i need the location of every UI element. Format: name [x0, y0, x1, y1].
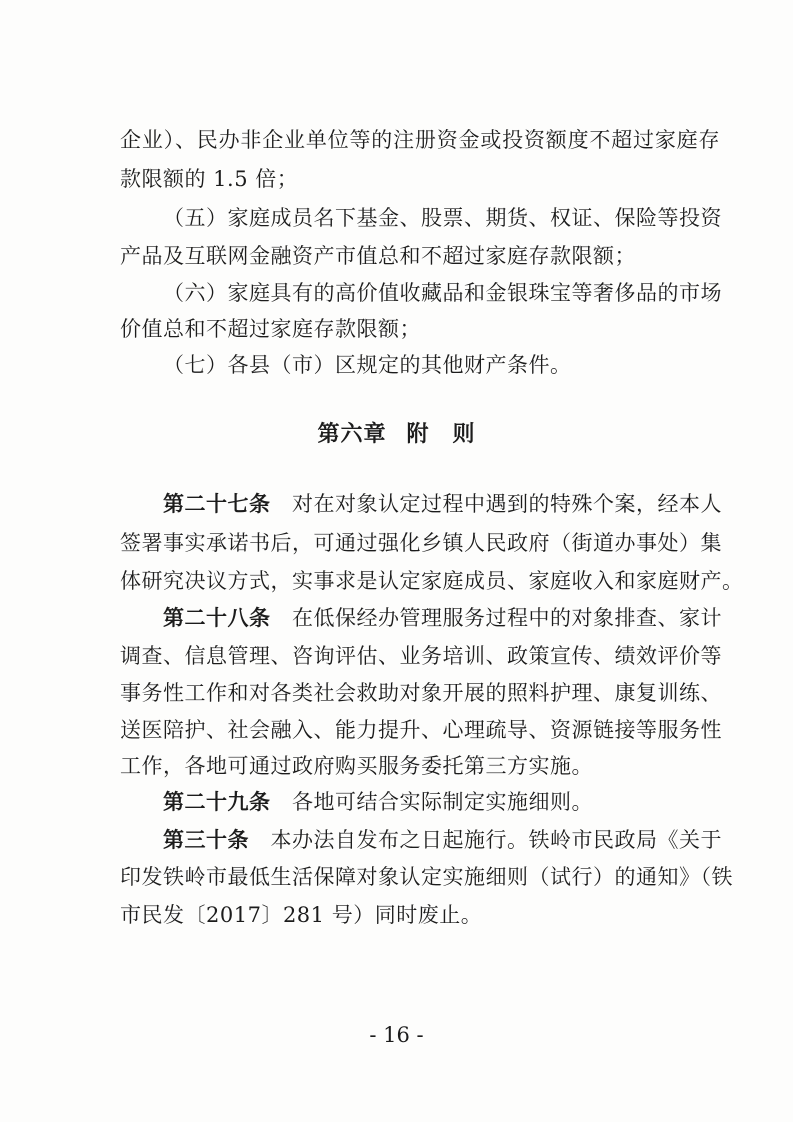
- item-5-line: 产品及互联网金融资产市值总和不超过家庭存款限额；: [120, 244, 636, 268]
- article-30-line: 市民发〔2017〕281 号）同时废止。: [120, 903, 483, 927]
- item-5-line: （五）家庭成员名下基金、股票、期货、权证、保险等投资: [163, 206, 722, 230]
- article-30-line: 印发铁岭市最低生活保障对象认定实施细则（试行）的通知》（铁: [120, 865, 733, 889]
- article-text: 本办法自发布之日起施行。铁岭市民政局《关于: [270, 828, 722, 852]
- article-28-line: 送医陪护、社会融入、能力提升、心理疏导、资源链接等服务性: [120, 718, 722, 742]
- article-27-line: 签署事实承诺书后，可通过强化乡镇人民政府（街道办事处）集: [120, 531, 722, 555]
- article-label: 第二十七条: [163, 491, 271, 516]
- article-27-line: 体研究决议方式，实事求是认定家庭成员、家庭收入和家庭财产。: [120, 569, 744, 593]
- paragraph-line: 款限额的 1.5 倍；: [120, 167, 299, 191]
- article-label: 第三十条: [163, 827, 249, 852]
- article-28-line: [163, 605, 720, 631]
- article-30-line: [163, 827, 720, 853]
- article-27-line: [163, 491, 720, 517]
- article-text: 在低保经办管理服务过程中的对象排查、家计: [292, 606, 722, 630]
- article-29-line: [163, 789, 720, 815]
- paragraph-line: 企业）、民办非企业单位等的注册资金或投资额度不超过家庭存: [120, 128, 720, 152]
- article-label: 第二十九条: [163, 789, 271, 814]
- item-6-line: 价值总和不超过家庭存款限额；: [120, 317, 421, 341]
- chapter-name: 附 则: [406, 421, 476, 447]
- page-number: - 16 -: [369, 1023, 424, 1047]
- article-28-line: 事务性工作和对各类社会救助对象开展的照料护理、康复训练、: [120, 681, 722, 705]
- article-28-line: 工作，各地可通过政府购买服务委托第三方实施。: [120, 754, 593, 778]
- article-label: 第二十八条: [163, 605, 271, 630]
- chapter-number: 第六章: [317, 421, 387, 447]
- item-7-line: （七）各县（市）区规定的其他财产条件。: [163, 353, 572, 377]
- chapter-heading: [0, 420, 793, 448]
- item-6-line: （六）家庭具有的高价值收藏品和金银珠宝等奢侈品的市场: [163, 281, 722, 305]
- article-28-line: 调查、信息管理、咨询评估、业务培训、政策宣传、绩效评价等: [120, 644, 722, 668]
- article-text: 对在对象认定过程中遇到的特殊个案，经本人: [292, 492, 722, 516]
- article-text: 各地可结合实际制定实施细则。: [292, 790, 593, 814]
